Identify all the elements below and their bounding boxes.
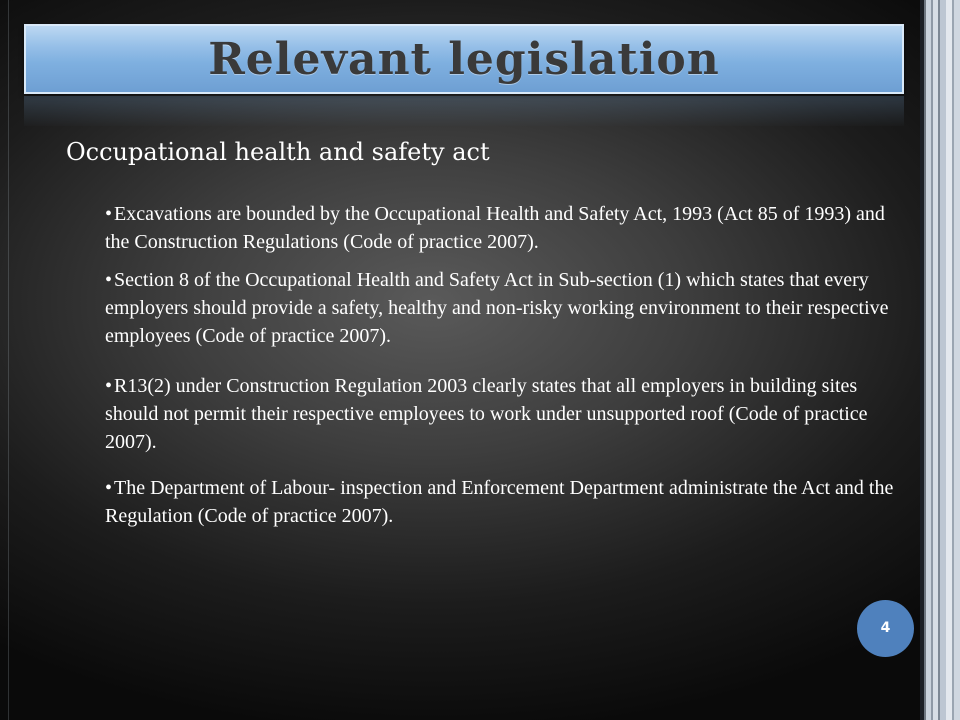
page-number-badge: 4 (857, 600, 914, 657)
bullet-text: R13(2) under Construction Regulation 2003 clearly states that all employers in building sites should not permit their respective employees to work under unsupported roof (Code of practice 2007). (105, 375, 868, 453)
bullet-list (105, 200, 895, 530)
bullet-icon: • (105, 375, 113, 397)
title-reflection (24, 96, 904, 126)
section-heading: Occupational health and safety act (66, 138, 490, 166)
bullet-item (105, 266, 895, 350)
bullet-item (105, 372, 895, 456)
bullet-item (105, 200, 895, 256)
bullet-icon: • (105, 477, 113, 499)
bullet-item (105, 474, 895, 530)
bullet-text: The Department of Labour- inspection and Enforcement Department administrate the Act and the Regulation (Code of practice 2007). (105, 477, 894, 527)
frame-line (8, 0, 9, 720)
bullet-icon: • (105, 269, 113, 291)
bullet-icon: • (105, 203, 113, 225)
bullet-text: Section 8 of the Occupational Health and Safety Act in Sub-section (1) which states that every employers should provide a safety, healthy and non-risky working environment to their respective employees (Code of practice 2007). (105, 269, 889, 347)
slide-title: Relevant legislation (208, 34, 720, 85)
decorative-stripes (924, 0, 960, 720)
bullet-text: Excavations are bounded by the Occupational Health and Safety Act, 1993 (Act 85 of 1993) and the Construction Regulations (Code of practice 2007). (105, 203, 885, 253)
